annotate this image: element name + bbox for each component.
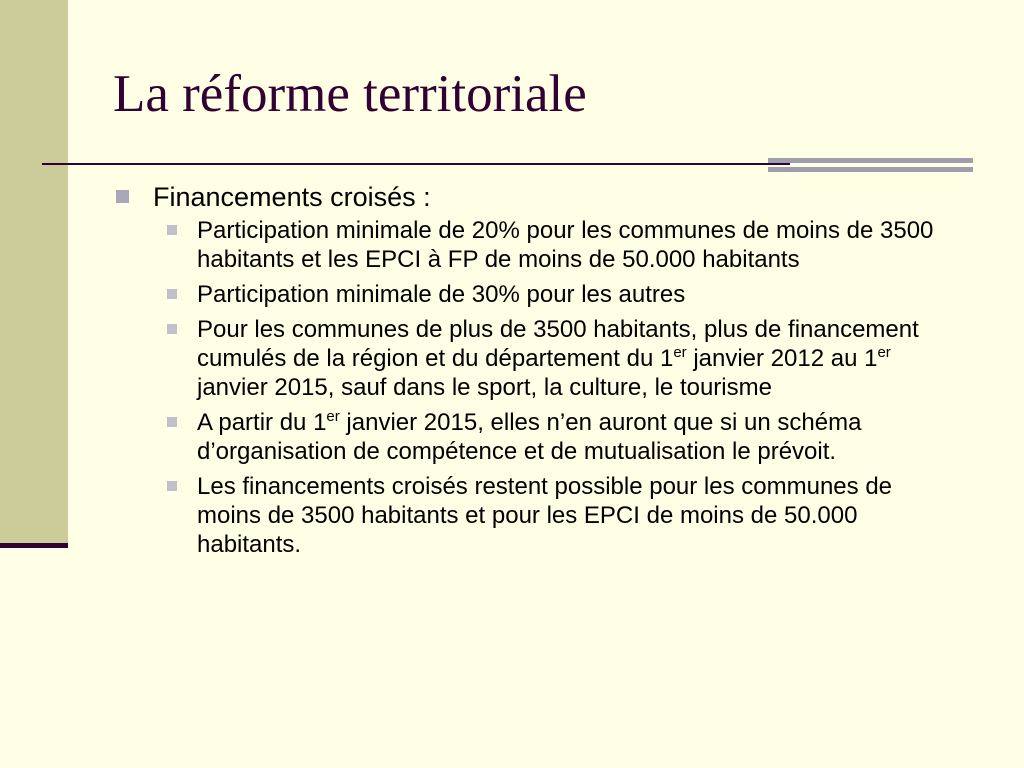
title-underline <box>42 163 790 165</box>
sub-bullet-text: Pour les communes de plus de 3500 habitants, plus de financement cumulés de la région et du département du 1 <box>197 316 919 372</box>
small-square-bullet-icon <box>167 324 177 334</box>
bullet-financements <box>113 180 973 214</box>
small-square-bullet-icon <box>167 481 177 491</box>
sub-bullet-list <box>113 216 973 559</box>
sub-bullet-text: A partir du 1 <box>197 409 327 436</box>
sub-bullet-text: Participation minimale de 30% pour les autres <box>197 281 686 308</box>
small-square-bullet-icon <box>167 417 177 427</box>
sub-bullet-item <box>164 315 937 402</box>
sub-bullet-item <box>164 280 937 309</box>
sub-bullet-text: janvier 2015, sauf dans le sport, la culture, le tourisme <box>197 374 772 401</box>
square-bullet-icon <box>116 190 129 203</box>
sub-bullet-item <box>164 472 937 559</box>
sub-bullet-text: Participation minimale de 20% pour les communes de moins de 3500 habitants et les EPCI à FP de moins de 50.000 habitants <box>197 217 934 273</box>
sub-bullet-item <box>164 216 937 274</box>
left-accent-line <box>0 543 68 548</box>
ordinal-superscript: er <box>326 408 340 425</box>
left-decor-band <box>0 0 68 546</box>
sub-bullet-item <box>164 408 937 466</box>
ordinal-superscript: er <box>877 344 891 361</box>
sub-bullet-text: janvier 2012 au 1 <box>686 345 878 372</box>
sub-bullet-text: Les financements croisés restent possible pour les communes de moins de 3500 habitants et pour les EPCI de moins de 50.000 habitants. <box>197 473 893 558</box>
small-square-bullet-icon <box>167 225 177 235</box>
accent-bar-top <box>768 158 973 163</box>
bullet-text: Financements croisés : <box>153 182 431 212</box>
small-square-bullet-icon <box>167 289 177 299</box>
ordinal-superscript: er <box>673 344 687 361</box>
sub-bullet-text: janvier 2015, elles n’en auront que si un schéma d’organisation de compétence et de mutualisation le prévoit. <box>197 409 862 465</box>
slide-body <box>113 180 973 565</box>
accent-bar-bottom <box>768 167 973 172</box>
slide-title: La réforme territoriale <box>113 65 587 123</box>
